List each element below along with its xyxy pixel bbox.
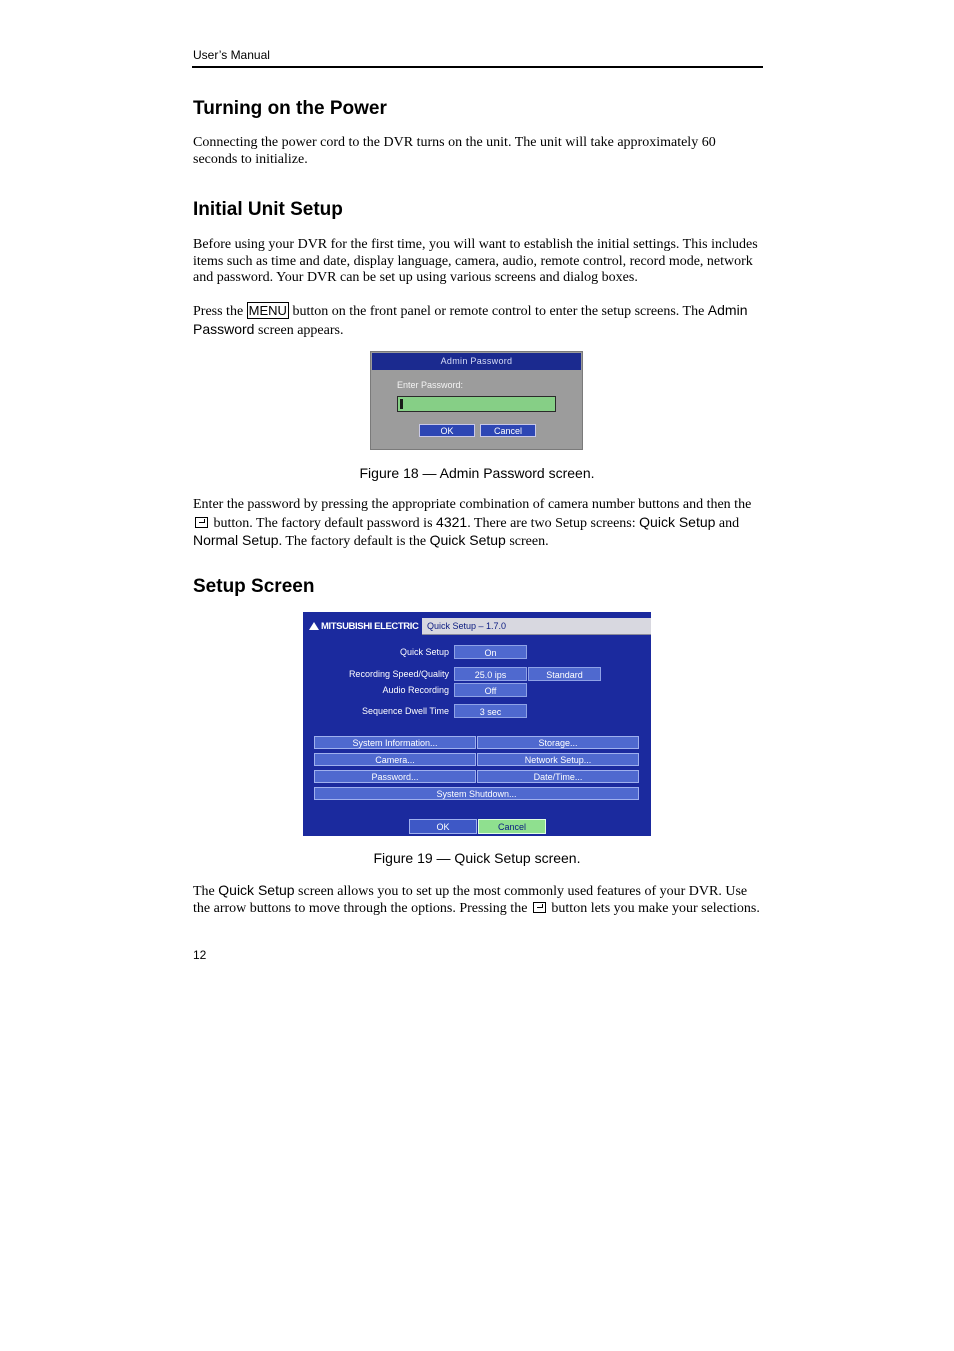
normal-setup-term: Normal Setup — [193, 532, 279, 548]
recording-quality-value[interactable]: Standard — [528, 667, 601, 681]
dialog-title: Admin Password — [372, 353, 581, 370]
text: . There are two Setup screens: — [467, 515, 640, 531]
quick-setup-term: Quick Setup — [429, 532, 506, 548]
text: screen appears. — [254, 322, 344, 338]
recording-speed-value[interactable]: 25.0 ips — [454, 667, 527, 681]
enter-icon — [195, 517, 208, 528]
storage-button[interactable]: Storage... — [477, 736, 639, 749]
quick-setup-value[interactable]: On — [454, 645, 527, 659]
enter-icon — [533, 902, 546, 913]
cancel-button[interactable]: Cancel — [478, 819, 546, 834]
power-paragraph: Connecting the power cord to the DVR turns on the unit. The unit will take approximately 60 seconds to initialize. — [193, 135, 716, 167]
quick-setup-term: Quick Setup — [639, 513, 716, 530]
screen-title — [427, 618, 506, 634]
recording-speed-label: Recording Speed/Quality — [348, 669, 449, 679]
page-number: 12 — [193, 948, 207, 962]
mitsubishi-logo — [309, 621, 418, 632]
enter-password-label: Enter Password: — [397, 380, 464, 390]
system-information-button[interactable]: System Information... — [314, 736, 476, 749]
running-header: User’s Manual — [193, 48, 270, 62]
text: Enter the password by pressing the appropriate combination of camera number buttons and then the — [193, 497, 752, 512]
logo-text: MITSUBISHI ELECTRIC — [321, 621, 419, 632]
cancel-button[interactable]: Cancel — [480, 424, 536, 437]
heading-setup-screen: Setup Screen — [193, 576, 315, 597]
text: and — [715, 515, 740, 531]
text: screen. — [505, 534, 549, 549]
dwell-time-value[interactable]: 3 sec — [454, 704, 527, 718]
text: The — [193, 884, 219, 899]
default-password: 4321 — [436, 513, 468, 530]
dwell-time-label: Sequence Dwell Time — [361, 706, 449, 716]
setup-paragraph — [193, 882, 763, 917]
quick-setup-term: Quick Setup — [218, 882, 295, 898]
text-cursor — [400, 399, 403, 409]
ok-button[interactable]: OK — [409, 819, 477, 834]
system-shutdown-button[interactable]: System Shutdown... — [314, 787, 639, 800]
password-input[interactable] — [397, 396, 556, 412]
network-setup-button[interactable]: Network Setup... — [477, 753, 639, 766]
figure-19-caption: Figure 19 — Quick Setup screen. — [373, 850, 581, 866]
title-bar — [422, 618, 651, 635]
text: screen allows you to set up the most commonly used features of your DVR. Use the arrow buttons to move through the options. Pressing the — [193, 884, 748, 916]
quick-setup-screen — [303, 612, 651, 836]
version-text: – 1.7.0 — [476, 621, 507, 631]
audio-recording-value[interactable]: Off — [454, 683, 527, 697]
menu-key: MENU — [248, 303, 287, 318]
text: Press the — [193, 304, 247, 319]
password-button[interactable]: Password... — [314, 770, 476, 783]
text: button on the front panel or remote control to enter the setup screens. The — [288, 304, 708, 319]
text: button lets you make your selections. — [547, 900, 760, 916]
title-text: Quick Setup — [427, 621, 477, 631]
figure-18-caption: Figure 18 — Admin Password screen. — [359, 465, 595, 481]
admin-password-term: Admin Password — [193, 302, 748, 337]
mitsubishi-diamond-icon — [309, 622, 319, 630]
heading-initial-unit-setup: Initial Unit Setup — [193, 199, 343, 220]
heading-turning-on-power: Turning on the Power — [193, 98, 387, 119]
initial-setup-paragraph: Before using your DVR for the first time, you will want to establish the initial settings. This includes items such as time and date, display language, camera, audio, remote control, record mode, network and password. Your DVR can be set up using various screens and dialog boxes. — [193, 237, 758, 285]
audio-recording-label: Audio Recording — [382, 685, 449, 695]
date-time-button[interactable]: Date/Time... — [477, 770, 639, 783]
quick-setup-label: Quick Setup — [399, 647, 449, 657]
camera-button[interactable]: Camera... — [314, 753, 476, 766]
password-paragraph — [193, 497, 763, 551]
text: button. The factory default password is — [210, 515, 437, 531]
press-menu-paragraph — [193, 302, 763, 339]
text: . The factory default is the — [278, 534, 430, 549]
ok-button[interactable]: OK — [419, 424, 475, 437]
admin-password-dialog — [370, 351, 583, 450]
header-rule — [192, 66, 763, 68]
